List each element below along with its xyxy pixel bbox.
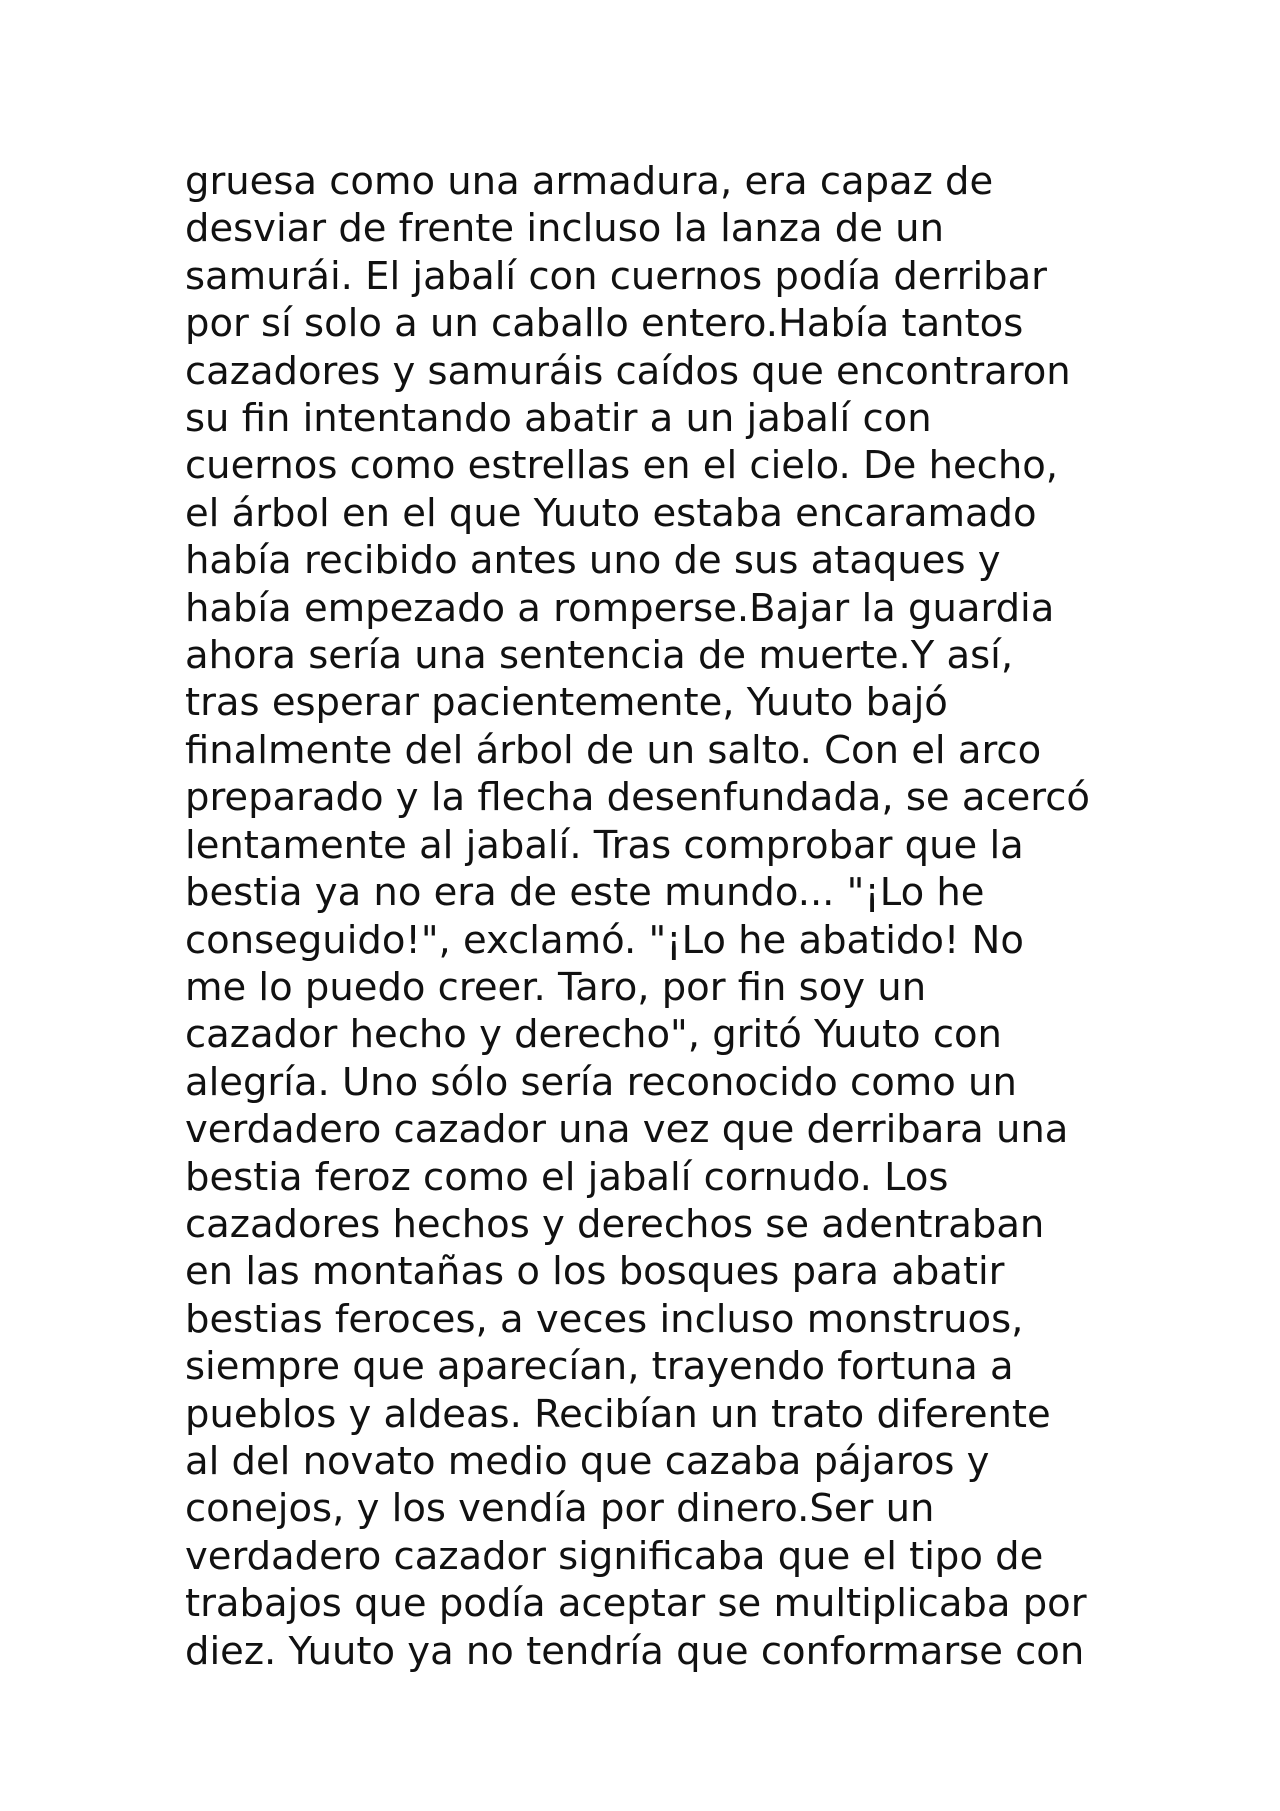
text-line: en las montañas o los bosques para abatir bbox=[185, 1249, 1005, 1295]
text-line: al del novato medio que cazaba pájaros y bbox=[185, 1438, 990, 1484]
text-line: me lo puedo creer. Taro, por fin soy un bbox=[185, 964, 927, 1010]
text-line: trabajos que podía aceptar se multiplicaba por bbox=[185, 1581, 1087, 1627]
text-line: cuernos como estrellas en el cielo. De hecho, bbox=[185, 443, 1059, 489]
text-line: verdadero cazador significaba que el tipo de bbox=[185, 1533, 1044, 1579]
text-line: tras esperar pacientemente, Yuuto bajó bbox=[185, 680, 948, 726]
text-line: pueblos y aldeas. Recibían un trato diferente bbox=[185, 1391, 1051, 1437]
text-line: cazadores hechos y derechos se adentraban bbox=[185, 1201, 1045, 1247]
body-text bbox=[185, 158, 1185, 1675]
text-line: ahora sería una sentencia de muerte.Y así, bbox=[185, 633, 1014, 679]
text-line: conseguido!", exclamó. "¡Lo he abatido! No bbox=[185, 917, 1024, 963]
text-line: samurái. El jabalí con cuernos podía derribar bbox=[185, 253, 1048, 299]
text-line: preparado y la flecha desenfundada, se acercó bbox=[185, 775, 1090, 821]
text-line: por sí solo a un caballo entero.Había tantos bbox=[185, 301, 1024, 347]
text-line: bestia ya no era de este mundo... "¡Lo he bbox=[185, 870, 985, 916]
text-line: su fin intentando abatir a un jabalí con bbox=[185, 396, 932, 442]
text-line: desviar de frente incluso la lanza de un bbox=[185, 206, 944, 252]
text-line: conejos, y los vendía por dinero.Ser un bbox=[185, 1486, 935, 1532]
text-line: siempre que aparecían, trayendo fortuna a bbox=[185, 1344, 1014, 1390]
text-line: el árbol en el que Yuuto estaba encaramado bbox=[185, 490, 1037, 536]
text-line: bestias feroces, a veces incluso monstruos, bbox=[185, 1296, 1024, 1342]
text-line: diez. Yuuto ya no tendría que conformarse con bbox=[185, 1628, 1085, 1674]
text-line: lentamente al jabalí. Tras comprobar que la bbox=[185, 822, 1024, 868]
text-line: gruesa como una armadura, era capaz de bbox=[185, 159, 994, 204]
text-line: cazadores y samuráis caídos que encontraron bbox=[185, 348, 1071, 394]
text-line: había recibido antes uno de sus ataques y bbox=[185, 538, 1001, 584]
text-line: verdadero cazador una vez que derribara una bbox=[185, 1107, 1069, 1153]
text-line: había empezado a romperse.Bajar la guardia bbox=[185, 585, 1055, 631]
text-line: finalmente del árbol de un salto. Con el arco bbox=[185, 727, 1042, 773]
text-line: bestia feroz como el jabalí cornudo. Los bbox=[185, 1154, 949, 1200]
text-line: alegría. Uno sólo sería reconocido como un bbox=[185, 1059, 1017, 1105]
text-line: cazador hecho y derecho", gritó Yuuto con bbox=[185, 1012, 1002, 1058]
